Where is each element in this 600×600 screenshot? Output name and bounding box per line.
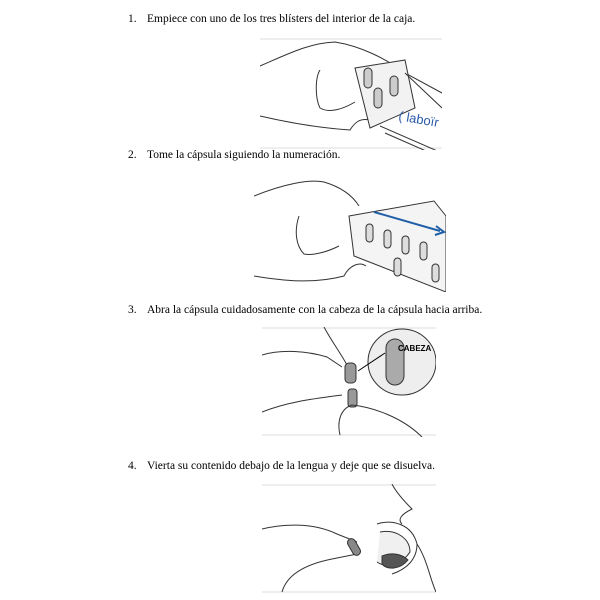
step-text: Empiece con uno de los tres blísters del interior de la caja. [147, 13, 416, 25]
figure-opening-capsule [262, 327, 436, 437]
step-2 [128, 149, 340, 161]
figure-hand-holding-blister [260, 38, 442, 150]
step-number: 3. [128, 304, 137, 316]
step-number: 1. [128, 13, 137, 25]
figure-pouring-under-tongue [262, 484, 436, 594]
step-text: Vierta su contenido debajo de la lengua y deje que se disuelva. [147, 460, 435, 472]
step-1 [128, 13, 415, 25]
step-number: 4. [128, 460, 137, 472]
blister-logo: ( laboïr [397, 108, 440, 130]
step-4 [128, 460, 435, 472]
step-text: Tome la cápsula siguiendo la numeración. [147, 149, 341, 161]
capsule-head-label: CABEZA [398, 344, 432, 353]
step-number: 2. [128, 149, 137, 161]
figure-taking-capsule [254, 176, 446, 292]
step-text: Abra la cápsula cuidadosamente con la cabeza de la cápsula hacia arriba. [147, 304, 483, 316]
step-3 [128, 304, 482, 316]
